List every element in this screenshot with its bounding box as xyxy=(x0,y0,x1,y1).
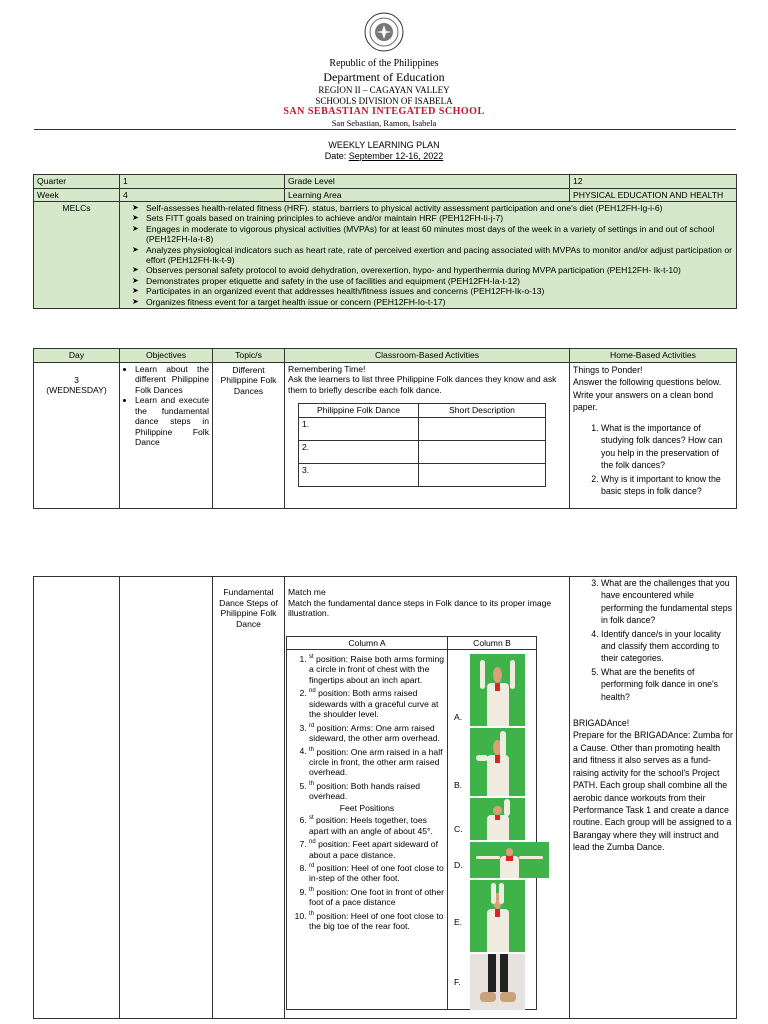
topic-cell xyxy=(213,577,285,1019)
quarter-label: Quarter xyxy=(34,175,120,189)
item-text: position: Both arms raised sidewards with a graceful curve at the shoulder level. xyxy=(309,688,439,720)
republic-line: Republic of the Philippines xyxy=(329,58,439,69)
col-objectives: Objectives xyxy=(120,349,213,363)
brigada-title: BRIGADAnce! xyxy=(573,718,630,729)
list-item xyxy=(309,745,445,778)
item-sup: th xyxy=(309,886,315,893)
item-text: position: Both hands raised overhead. xyxy=(309,780,421,802)
home-cell xyxy=(570,362,737,508)
feet-position-photo-f xyxy=(470,954,525,1010)
arm-position-photo-e xyxy=(470,880,525,952)
melcs-label-text: MELCs xyxy=(62,203,91,213)
column-b xyxy=(448,650,537,1010)
week-label: Week xyxy=(34,188,120,202)
school-address: San Sebastian, Ramon, Isabela xyxy=(331,118,437,128)
letter-c: C. xyxy=(454,824,463,834)
folk-dance-col: Philippine Folk Dance xyxy=(299,404,419,418)
deped-seal-icon xyxy=(364,12,404,52)
melcs-list xyxy=(122,203,734,307)
list-item xyxy=(309,837,445,860)
melcs-row xyxy=(34,202,737,309)
melc-item: ➤ Observes personal safety protocol to avoid dehydration, overexertion, hypo- and hyperthermia during MVPA participation (PEH12FH- Ik-t-10) xyxy=(146,265,734,275)
home-questions xyxy=(573,422,733,498)
list-item xyxy=(309,686,445,719)
feet-positions xyxy=(289,813,445,931)
date-value: September 12-16, 2022 xyxy=(348,151,444,161)
arm-position-photo-c xyxy=(470,798,525,840)
list-item xyxy=(309,885,445,908)
home-cell xyxy=(570,577,737,1019)
classroom-cell xyxy=(285,362,570,508)
item-sup: rd xyxy=(309,863,315,870)
item-text: position: Raise both arms forming a circle in front of chest with the fingertips about an inch apart. xyxy=(309,653,445,685)
col-day: Day xyxy=(34,349,120,363)
table-row xyxy=(299,463,546,486)
item-sup: th xyxy=(309,780,315,787)
match-table xyxy=(286,636,537,1011)
melc-item: ➤ Engages in moderate to vigorous physical activities (MVPAs) for at least 60 minutes most days of the week in a variety of settings in and out of school (PEH12FH-Ia-t-8) xyxy=(146,224,734,245)
grade-value: 12 xyxy=(570,175,737,189)
arm-position-photo-b xyxy=(470,728,525,796)
day-row-continued xyxy=(34,577,737,1019)
question-item: 1. What is the importance of studying folk dances? How can you help in the preservation of the folk dances? xyxy=(601,422,733,472)
objective-item: • Learn about the different Philippine Folk Dances xyxy=(135,364,209,396)
activity-title: Remembering Time! xyxy=(288,363,366,374)
item-sup: th xyxy=(309,746,315,753)
question-item: 3. What are the challenges that you have encountered while performing the fundamental steps in folk dance? xyxy=(601,577,733,627)
letter-f: F. xyxy=(454,977,461,987)
letter-e: E. xyxy=(454,917,463,927)
quarter-value: 1 xyxy=(120,175,285,189)
day-cell-empty xyxy=(34,577,120,1019)
item-text: position: Heel of one foot close to the big toe of the rear foot. xyxy=(309,910,444,932)
objectives-list xyxy=(123,364,209,448)
description-cell[interactable] xyxy=(419,463,546,486)
column-a-header: Column A xyxy=(287,636,448,650)
area-label: Learning Area xyxy=(285,188,570,202)
col-home: Home-Based Activities xyxy=(570,349,737,363)
list-item xyxy=(309,813,445,836)
column-a xyxy=(287,650,448,1010)
row-number: 2. xyxy=(299,440,419,463)
table-row xyxy=(299,417,546,440)
melc-item: ➤ Organizes fitness event for a target health issue or concern (PEH12FH-Io-t-17) xyxy=(146,297,734,307)
match-header xyxy=(287,636,537,650)
item-sup: st xyxy=(309,815,314,822)
department-line: Department of Education xyxy=(323,70,445,84)
question-item: 4. Identify dance/s in your locality and classify them according to their categories. xyxy=(601,628,733,665)
item-sup: th xyxy=(309,910,315,917)
description-col: Short Description xyxy=(419,404,546,418)
col-topics: Topic/s xyxy=(213,349,285,363)
melcs-cell xyxy=(120,202,737,309)
division-line: SCHOOLS DIVISION OF ISABELA xyxy=(315,96,453,106)
classroom-cell xyxy=(285,577,570,1019)
melc-item: ➤ Self-assesses health-related fitness (HRF). status, barriers to physical activity assessment participation and one's diet (PEH12FH-Ig-i-6) xyxy=(146,203,734,213)
brigada-text: Prepare for the BRIGADAnce: Zumba for a Cause. Other than promoting health and fitness it also serves as a fund-raising activity for the school's Project PATH. Each group shall combine all the aerobic dance workouts from their Performance Task 1 and create a dance routine. Each group will be assigned to a Barangay where they will instruct and lead the Zumba Dance. xyxy=(573,730,733,853)
day-row-wednesday xyxy=(34,362,737,508)
day-cell xyxy=(34,362,120,508)
plan-table-days xyxy=(33,348,737,509)
school-name: SAN SEBASTIAN INTEGATED SCHOOL xyxy=(283,106,485,117)
topic-text: Different Philippine Folk Dances xyxy=(220,364,277,396)
column-b-header: Column B xyxy=(448,636,537,650)
folk-dance-header xyxy=(299,404,546,418)
item-sup: rd xyxy=(309,722,315,729)
melc-item: ➤ Sets FITT goals based on training principles to achieve and/or maintain HRF (PEH12FH-Ii-j-7) xyxy=(146,213,734,223)
week-value: 4 xyxy=(120,188,285,202)
folk-dance-table xyxy=(298,403,546,487)
item-text: position: One foot in front of other foot of a pace distance xyxy=(309,886,444,908)
region-line: REGION II – CAGAYAN VALLEY xyxy=(318,85,450,95)
arm-positions xyxy=(289,652,445,802)
description-cell[interactable] xyxy=(419,417,546,440)
letter-b: B. xyxy=(454,780,463,790)
item-text: position: Heel of one foot close to in-step of the other foot. xyxy=(309,862,444,884)
arm-position-photo-d xyxy=(470,842,549,878)
match-body xyxy=(287,650,537,1010)
columns-header-row xyxy=(34,349,737,363)
question-item: 5. What are the benefits of performing folk dance in one's health? xyxy=(601,666,733,703)
activity-text: Ask the learners to list three Philippine Folk dances they know and ask them to briefly describe each folk dance. xyxy=(288,374,557,395)
list-item xyxy=(309,652,445,685)
plan-date xyxy=(0,151,768,161)
objectives-cell-empty xyxy=(120,577,213,1019)
week-row xyxy=(34,188,737,202)
item-text: position: One arm raised in a half circle in front, the other arm raised overhead. xyxy=(309,746,443,778)
plan-title: WEEKLY LEARNING PLAN xyxy=(328,140,440,150)
description-cell[interactable] xyxy=(419,440,546,463)
objectives-cell xyxy=(120,362,213,508)
area-value: PHYSICAL EDUCATION AND HEALTH xyxy=(570,188,737,202)
arm-position-photo-a xyxy=(470,654,525,726)
activity-title: Match me xyxy=(288,587,326,597)
list-item xyxy=(309,861,445,884)
home-questions xyxy=(573,577,733,703)
item-sup: nd xyxy=(309,688,316,695)
list-item xyxy=(309,721,445,744)
col-classroom: Classroom-Based Activities xyxy=(285,349,570,363)
letter-a: A. xyxy=(454,712,463,722)
list-item xyxy=(309,909,445,932)
melc-item: ➤ Analyzes physiological indicators such as heart rate, rate of perceived exertion and pacing associated with MVPAs to monitor and/or adjust participation or effort (PEH12FH-Ik-t-9) xyxy=(146,245,734,266)
question-item: 2. Why is it important to know the basic steps in folk dance? xyxy=(601,473,733,498)
day-number: 3 xyxy=(74,374,79,385)
day-weekday: (WEDNESDAY) xyxy=(46,385,107,395)
letter-d: D. xyxy=(454,860,463,870)
quarter-row xyxy=(34,175,737,189)
grade-label: Grade Level xyxy=(285,175,570,189)
table-row xyxy=(299,440,546,463)
topic-cell xyxy=(213,362,285,508)
item-sup: nd xyxy=(309,839,316,846)
melc-item: ➤ Demonstrates proper etiquette and safety in the use of facilities and equipment (PEH12FH-Ia-t-12) xyxy=(146,276,734,286)
item-text: position: Heels together, toes apart with an angle of about 45°. xyxy=(309,815,433,836)
feet-heading: Feet Positions xyxy=(339,802,395,813)
home-text: Answer the following questions below. Write your answers on a clean bond paper. xyxy=(573,377,722,412)
date-label: Date: xyxy=(324,151,349,161)
item-text: position: Feet apart sideward of about a pace distance. xyxy=(309,839,438,860)
objective-item: • Learn and execute the fundamental dance steps in Philippine Folk Dance xyxy=(135,395,209,448)
item-text: position: Arms: One arm raised sideward, the other arm overhead. xyxy=(309,722,440,744)
item-sup: st xyxy=(309,654,314,660)
header-divider xyxy=(34,129,736,130)
row-number: 3. xyxy=(299,463,419,486)
melc-item: ➤ Participates in an organized event that addresses health/fitness issues and concerns (PEH12FH-Ik-o-13) xyxy=(146,286,734,296)
plan-table-top xyxy=(33,174,737,309)
topic-text: Fundamental Dance Steps of Philippine Folk Dance xyxy=(219,587,278,629)
home-title: Things to Ponder! xyxy=(573,364,643,375)
melcs-label xyxy=(34,202,120,309)
list-item xyxy=(309,779,445,802)
plan-table-continued xyxy=(33,576,737,1019)
row-number: 1. xyxy=(299,417,419,440)
activity-text: Match the fundamental dance steps in Folk dance to its proper image illustration. xyxy=(288,597,552,618)
